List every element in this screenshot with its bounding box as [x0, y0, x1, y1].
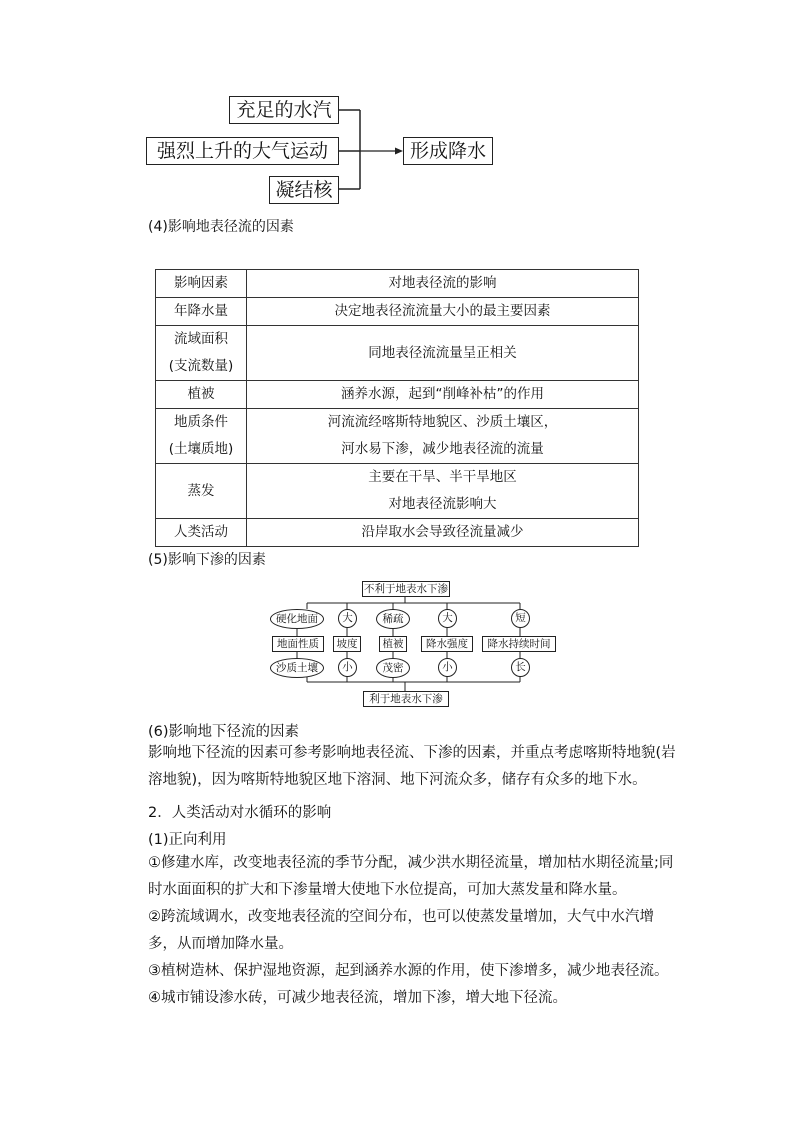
bottom-value-sandy-soil: 沙质土壤 — [270, 658, 324, 678]
bottom-value-vegetation: 茂密 — [376, 658, 410, 678]
cell-text: 涵养水源，起到“削峰补枯”的作用 — [341, 386, 544, 402]
input-box-condensation-nuclei: 凝结核 — [269, 176, 339, 204]
cell-text: 蒸发 — [187, 482, 215, 499]
precipitation-connectors — [0, 0, 794, 220]
table-row — [156, 409, 639, 464]
input-box-uplift: 强烈上升的大气运动 — [146, 137, 339, 165]
table-row — [156, 326, 639, 381]
top-value-slope: 大 — [338, 609, 357, 628]
cell-text: (支流数量) — [168, 358, 234, 374]
section5-heading: (5)影响下渗的因素 — [148, 552, 266, 568]
top-value-rain-duration: 短 — [511, 609, 530, 628]
table-cell-effect — [247, 464, 639, 519]
unfavorable-infiltration-label: 不利于地表水下渗 — [364, 583, 448, 595]
section4-heading: (4)影响地表径流的因素 — [148, 219, 294, 235]
table-cell-factor — [156, 464, 247, 519]
cell-text: 决定地表径流流量大小的最主要因素 — [334, 303, 551, 319]
positive-use-item-2 — [148, 904, 678, 958]
table-cell-effect — [247, 326, 639, 381]
bottom-value-rain-intensity: 小 — [438, 658, 457, 677]
table-cell-factor — [156, 381, 247, 409]
table-header-row — [156, 270, 639, 298]
part2-heading: 2．人类活动对水循环的影响 — [148, 805, 332, 821]
favorable-infiltration-label: 利于地表水下渗 — [363, 691, 449, 707]
cell-text: 对地表径流影响大 — [388, 496, 497, 512]
factor-slope: 坡度 — [333, 636, 361, 652]
factor-vegetation: 植被 — [379, 636, 407, 652]
cell-text: 河水易下渗，减少地表径流的流量 — [341, 441, 544, 457]
positive-use-item-3 — [148, 958, 678, 985]
table-cell-factor — [156, 519, 247, 547]
section6-paragraph — [148, 740, 680, 794]
section6-heading: (6)影响地下径流的因素 — [148, 724, 300, 740]
positive-use-item-1 — [148, 850, 678, 904]
table-header-cell: 对地表径流的影响 — [247, 270, 639, 298]
cell-text: 主要在干旱、半干旱地区 — [368, 469, 517, 485]
table-header-cell: 影响因素 — [156, 270, 247, 298]
paragraph-text: 影响地下径流的因素可参考影响地表径流、下渗的因素，并重点考虑喀斯特地貌(岩溶地貌)，因为喀斯特地貌区地下溶洞、地下河流众多，储存有众多的地下水。 — [148, 745, 676, 788]
table-cell-effect — [247, 519, 639, 547]
cell-text: 同地表径流流量呈正相关 — [368, 344, 517, 361]
cell-text: 年降水量 — [174, 303, 228, 319]
table-cell-effect — [247, 409, 639, 464]
table-row — [156, 298, 639, 326]
item-text: ③植树造林、保护湿地资源，起到涵养水源的作用，使下渗增多，减少地表径流。 — [148, 963, 669, 979]
top-value-vegetation: 稀疏 — [376, 609, 410, 629]
item-text: ④城市铺设渗水砖，可减少地表径流，增加下渗，增大地下径流。 — [148, 990, 567, 1006]
cell-text: 植被 — [187, 386, 215, 402]
table-row — [156, 519, 639, 547]
top-value-hardened-ground: 硬化地面 — [270, 609, 324, 629]
input-box-water-vapor: 充足的水汽 — [229, 96, 339, 124]
factor-rain-duration: 降水持续时间 — [482, 636, 556, 652]
table-cell-factor — [156, 326, 247, 381]
table-cell-factor — [156, 298, 247, 326]
table-cell-effect — [247, 381, 639, 409]
cell-text: 沿岸取水会导致径流量减少 — [361, 524, 524, 540]
cell-text: 河流流经喀斯特地貌区、沙质土壤区， — [327, 414, 558, 430]
table-cell-factor — [156, 409, 247, 464]
factor-rain-intensity: 降水强度 — [421, 636, 473, 652]
bottom-value-slope: 小 — [338, 658, 357, 677]
top-value-rain-intensity: 大 — [438, 609, 457, 628]
cell-text: (土壤质地) — [168, 441, 234, 457]
table-row — [156, 381, 639, 409]
cell-text: 地质条件 — [174, 414, 228, 430]
positive-use-item-4 — [148, 985, 678, 1012]
item-text: ②跨流域调水，改变地表径流的空间分布，也可以使蒸发量增加，大气中水汽增多，从而增加降水量。 — [148, 909, 654, 952]
result-box-precipitation: 形成降水 — [403, 137, 493, 165]
cell-text: 流域面积 — [174, 331, 228, 347]
cell-text: 人类活动 — [174, 524, 228, 540]
runoff-factors-table — [155, 269, 639, 547]
part2-subheading: (1)正向利用 — [148, 832, 227, 848]
factor-surface-nature: 地面性质 — [272, 636, 324, 652]
table-cell-effect — [247, 298, 639, 326]
bottom-value-rain-duration: 长 — [511, 658, 530, 677]
table-row — [156, 464, 639, 519]
item-text: ①修建水库，改变地表径流的季节分配，减少洪水期径流量，增加枯水期径流量;同时水面面积的扩大和下渗量增大使地下水位提高，可加大蒸发量和降水量。 — [148, 855, 674, 898]
